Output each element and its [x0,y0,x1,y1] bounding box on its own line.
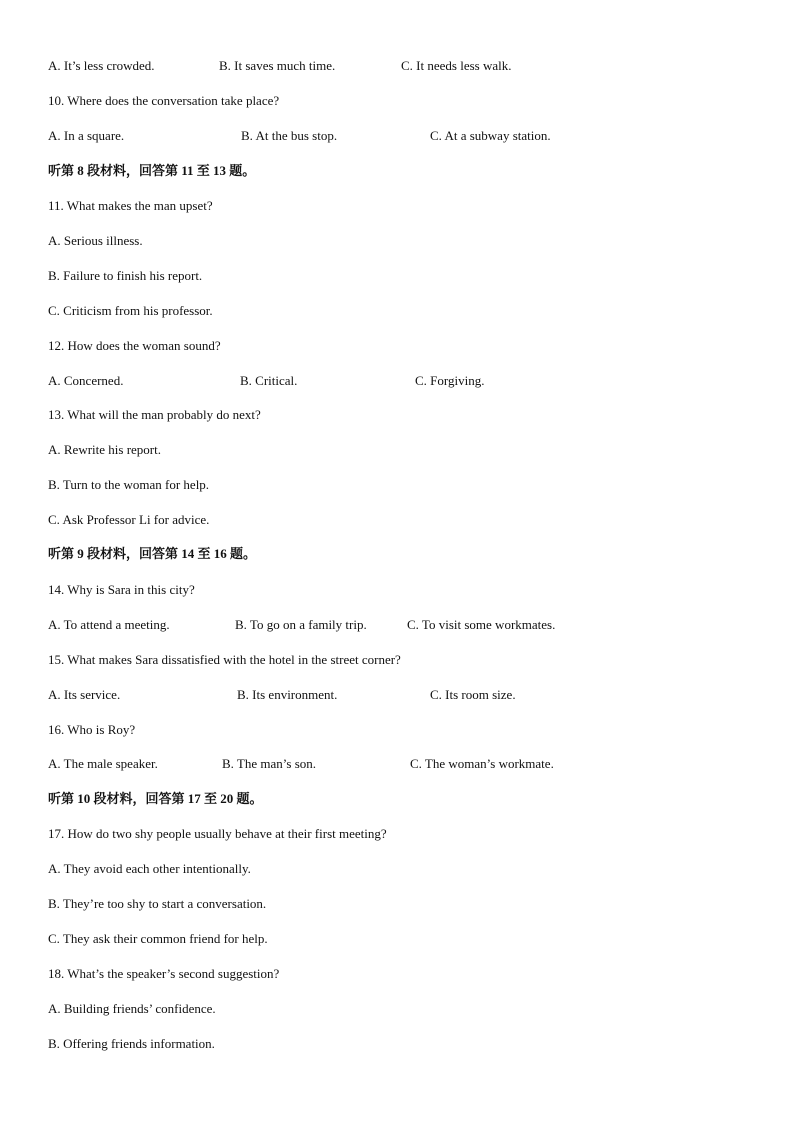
option-c: C. The woman’s workmate. [410,756,554,771]
option-line: B. They’re too shy to start a conversation. [48,896,267,911]
option-c: C. At a subway station. [430,128,551,143]
option-a: A. The male speaker. [48,756,158,771]
question-13: 13. What will the man probably do next? [48,407,261,422]
option-line: C. They ask their common friend for help. [48,931,268,946]
option-line: A. Serious illness. [48,233,143,248]
option-line: B. Turn to the woman for help. [48,477,210,492]
option-line: A. Rewrite his report. [48,442,162,457]
option-line: A. Building friends’ confidence. [48,1001,216,1016]
option-line: A. They avoid each other intentionally. [48,861,251,876]
option-a: A. Its service. [48,687,121,702]
option-b: B. Its environment. [237,687,338,702]
section-heading-9: 听第 9 段材料，回答第 14 至 16 题。 [48,546,257,561]
question-15: 15. What makes Sara dissatisfied with the hotel in the street corner? [48,652,401,667]
question-18: 18. What’s the speaker’s second suggestion? [48,966,280,981]
option-b: B. Critical. [240,373,298,388]
option-a: A. In a square. [48,128,125,143]
option-b: B. The man’s son. [222,756,317,771]
option-a: A. Concerned. [48,373,124,388]
option-line: B. Failure to finish his report. [48,268,203,283]
option-b: B. To go on a family trip. [235,617,367,632]
option-c: C. It needs less walk. [401,58,512,73]
question-16: 16. Who is Roy? [48,722,136,737]
option-c: C. To visit some workmates. [407,617,556,632]
question-12: 12. How does the woman sound? [48,338,221,353]
option-c: C. Forgiving. [415,373,485,388]
option-line: C. Ask Professor Li for advice. [48,512,210,527]
option-a: A. To attend a meeting. [48,617,170,632]
option-line: B. Offering friends information. [48,1036,215,1051]
question-11: 11. What makes the man upset? [48,198,213,213]
option-b: B. It saves much time. [219,58,336,73]
question-17: 17. How do two shy people usually behave at their first meeting? [48,826,387,841]
section-heading-8: 听第 8 段材料，回答第 11 至 13 题。 [48,163,256,178]
section-heading-10: 听第 10 段材料，回答第 17 至 20 题。 [48,791,263,806]
question-10: 10. Where does the conversation take place? [48,93,280,108]
option-c: C. Its room size. [430,687,516,702]
option-line: C. Criticism from his professor. [48,303,213,318]
question-14: 14. Why is Sara in this city? [48,582,195,597]
option-a: A. It’s less crowded. [48,58,155,73]
option-b: B. At the bus stop. [241,128,338,143]
